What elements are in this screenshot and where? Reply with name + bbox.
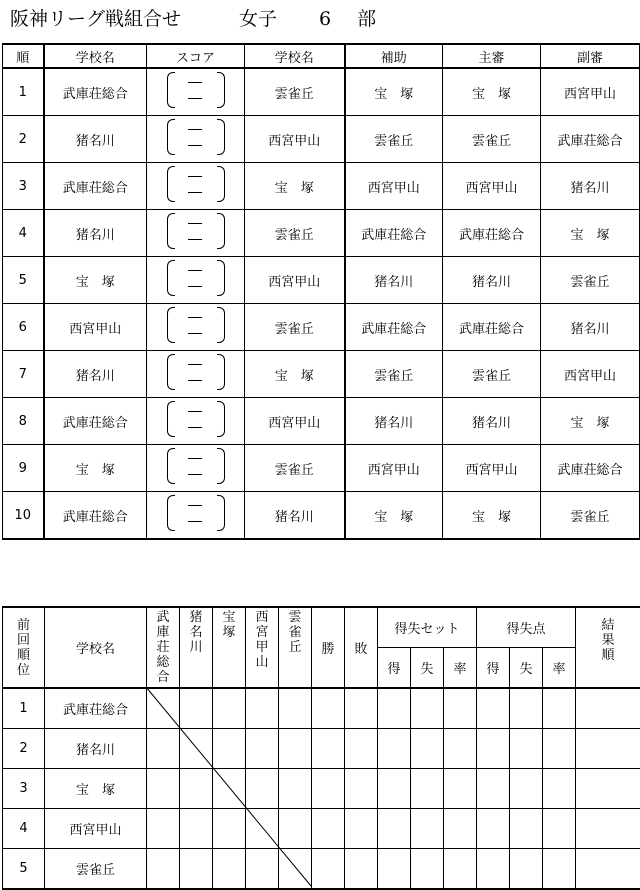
result-cell[interactable] (279, 729, 312, 769)
team-b: 雲雀丘 (245, 304, 345, 351)
team-a: 武庫荘総合 (44, 492, 147, 540)
referee: 西宮甲山 (443, 163, 541, 210)
sub-point-rate: 率 (543, 648, 576, 689)
result-order-cell[interactable] (576, 809, 640, 849)
assist: 西宮甲山 (345, 445, 443, 492)
header-losses: 敗 (345, 607, 378, 688)
school-name: 雲雀丘 (45, 849, 147, 890)
stat-cell[interactable] (444, 688, 477, 729)
score-cell[interactable] (147, 398, 245, 445)
stat-cell[interactable] (378, 769, 411, 809)
standings-row (3, 729, 640, 769)
schedule-row (3, 398, 640, 445)
sub-referee: 雲雀丘 (541, 492, 640, 540)
stat-cell[interactable] (444, 809, 477, 849)
header-sub-referee: 副審 (541, 44, 640, 68)
assist: 西宮甲山 (345, 163, 443, 210)
sub-referee: 武庫荘総合 (541, 445, 640, 492)
result-order-cell[interactable] (576, 688, 640, 729)
assist: 宝 塚 (345, 492, 443, 540)
header-opponent-3: 宝塚 (213, 607, 246, 688)
stat-cell[interactable] (543, 729, 576, 769)
stat-cell[interactable] (477, 849, 510, 890)
sub-referee: 武庫荘総合 (541, 116, 640, 163)
result-cell[interactable] (213, 688, 246, 729)
stat-cell[interactable] (444, 769, 477, 809)
match-order: 6 (3, 304, 44, 351)
result-cell[interactable] (147, 769, 180, 809)
stat-cell[interactable] (312, 729, 345, 769)
sub-point-loss: 失 (510, 648, 543, 689)
team-b: 宝 塚 (245, 351, 345, 398)
header-previous-rank: 前回順位 (3, 607, 45, 688)
result-cell[interactable] (180, 688, 213, 729)
result-cell[interactable] (213, 729, 246, 769)
title-category: 女子 (239, 4, 277, 31)
referee: 猪名川 (443, 398, 541, 445)
result-cell[interactable] (213, 809, 246, 849)
match-order: 10 (3, 492, 44, 540)
result-order-cell[interactable] (576, 769, 640, 809)
stat-cell[interactable] (411, 729, 444, 769)
referee: 西宮甲山 (443, 445, 541, 492)
header-result-order: 結果順 (576, 607, 640, 688)
assist: 雲雀丘 (345, 351, 443, 398)
referee: 宝 塚 (443, 492, 541, 540)
match-order: 3 (3, 163, 44, 210)
standings-table (2, 606, 640, 890)
team-a: 武庫荘総合 (44, 398, 147, 445)
result-cell[interactable] (180, 769, 213, 809)
stat-cell[interactable] (378, 809, 411, 849)
result-cell[interactable] (279, 688, 312, 729)
result-cell[interactable] (180, 729, 213, 769)
team-a: 宝 塚 (44, 445, 147, 492)
sub-referee: 猪名川 (541, 163, 640, 210)
result-cell[interactable] (279, 769, 312, 809)
stat-cell[interactable] (378, 688, 411, 729)
team-a: 宝 塚 (44, 257, 147, 304)
stat-cell[interactable] (345, 809, 378, 849)
previous-rank: 5 (3, 849, 45, 890)
schedule-header-row (3, 44, 640, 68)
score-cell[interactable] (147, 210, 245, 257)
result-cell[interactable] (246, 729, 279, 769)
stat-cell[interactable] (411, 688, 444, 729)
stat-cell[interactable] (345, 769, 378, 809)
team-a: 武庫荘総合 (44, 68, 147, 116)
previous-rank: 1 (3, 688, 45, 729)
standings-row (3, 688, 640, 729)
school-name: 西宮甲山 (45, 809, 147, 849)
result-cell[interactable] (246, 849, 279, 890)
match-order: 8 (3, 398, 44, 445)
team-b: 宝 塚 (245, 163, 345, 210)
result-cell[interactable] (180, 809, 213, 849)
header-wins: 勝 (312, 607, 345, 688)
assist: 武庫荘総合 (345, 304, 443, 351)
result-order-cell[interactable] (576, 849, 640, 890)
sub-set-gain: 得 (378, 648, 411, 689)
header-school: 学校名 (45, 607, 147, 688)
header-school-a: 学校名 (44, 44, 147, 68)
result-cell[interactable] (279, 849, 312, 890)
stat-cell[interactable] (312, 688, 345, 729)
score-cell[interactable] (147, 163, 245, 210)
score-cell[interactable] (147, 304, 245, 351)
result-order-cell[interactable] (576, 729, 640, 769)
stat-cell[interactable] (444, 729, 477, 769)
assist: 猪名川 (345, 257, 443, 304)
sub-referee: 西宮甲山 (541, 68, 640, 116)
sub-set-rate: 率 (444, 648, 477, 689)
team-b: 雲雀丘 (245, 68, 345, 116)
school-name: 宝 塚 (45, 769, 147, 809)
stat-cell[interactable] (345, 849, 378, 890)
score-cell[interactable] (147, 351, 245, 398)
header-point-diff: 得失点 (477, 607, 576, 648)
result-cell[interactable] (147, 809, 180, 849)
stat-cell[interactable] (543, 849, 576, 890)
stat-cell[interactable] (510, 688, 543, 729)
stat-cell[interactable] (510, 849, 543, 890)
school-name: 猪名川 (45, 729, 147, 769)
result-cell[interactable] (213, 849, 246, 890)
stat-cell[interactable] (543, 688, 576, 729)
stat-cell[interactable] (312, 769, 345, 809)
previous-rank: 3 (3, 769, 45, 809)
assist: 猪名川 (345, 398, 443, 445)
team-a: 猪名川 (44, 116, 147, 163)
result-cell[interactable] (147, 729, 180, 769)
stat-cell[interactable] (378, 729, 411, 769)
standings-row (3, 849, 640, 890)
stat-cell[interactable] (345, 688, 378, 729)
title-main: 阪神リーグ戦組合せ (10, 4, 181, 31)
standings-header-row (3, 607, 640, 648)
header-assist: 補助 (345, 44, 443, 68)
previous-rank: 2 (3, 729, 45, 769)
result-cell[interactable] (213, 769, 246, 809)
score-cell[interactable] (147, 68, 245, 116)
stat-cell[interactable] (510, 769, 543, 809)
schedule-row (3, 351, 640, 398)
referee: 猪名川 (443, 257, 541, 304)
standings-row (3, 769, 640, 809)
schedule-row (3, 445, 640, 492)
stat-cell[interactable] (543, 769, 576, 809)
score-cell[interactable] (147, 445, 245, 492)
stat-cell[interactable] (312, 809, 345, 849)
stat-cell[interactable] (510, 729, 543, 769)
team-a: 猪名川 (44, 351, 147, 398)
team-a: 武庫荘総合 (44, 163, 147, 210)
stat-cell[interactable] (345, 729, 378, 769)
result-cell[interactable] (246, 688, 279, 729)
page-title (10, 4, 376, 34)
sub-referee: 西宮甲山 (541, 351, 640, 398)
team-b: 西宮甲山 (245, 116, 345, 163)
schedule-row (3, 116, 640, 163)
sub-referee: 宝 塚 (541, 210, 640, 257)
score-cell[interactable] (147, 492, 245, 540)
referee: 雲雀丘 (443, 116, 541, 163)
score-cell[interactable] (147, 116, 245, 163)
header-score: スコア (147, 44, 245, 68)
stat-cell[interactable] (477, 729, 510, 769)
header-set-diff: 得失セット (378, 607, 477, 648)
sub-set-loss: 失 (411, 648, 444, 689)
stat-cell[interactable] (411, 849, 444, 890)
stat-cell[interactable] (378, 849, 411, 890)
stat-cell[interactable] (477, 809, 510, 849)
schedule-row (3, 210, 640, 257)
stat-cell[interactable] (477, 688, 510, 729)
referee: 武庫荘総合 (443, 210, 541, 257)
previous-rank: 4 (3, 809, 45, 849)
sub-point-gain: 得 (477, 648, 510, 689)
schedule-row (3, 257, 640, 304)
schedule-row (3, 492, 640, 540)
team-b: 雲雀丘 (245, 210, 345, 257)
sub-referee: 宝 塚 (541, 398, 640, 445)
result-cell[interactable] (180, 849, 213, 890)
referee: 武庫荘総合 (443, 304, 541, 351)
stat-cell[interactable] (444, 849, 477, 890)
assist: 雲雀丘 (345, 116, 443, 163)
stat-cell[interactable] (543, 809, 576, 849)
header-opponent-1: 武庫荘総合 (147, 607, 180, 688)
stat-cell[interactable] (510, 809, 543, 849)
sub-referee: 猪名川 (541, 304, 640, 351)
referee: 雲雀丘 (443, 351, 541, 398)
title-division-suffix: 部 (357, 4, 376, 31)
title-division-number: 6 (319, 8, 331, 30)
header-order: 順 (3, 44, 44, 68)
match-schedule-table (2, 43, 640, 540)
stat-cell[interactable] (411, 769, 444, 809)
result-cell[interactable] (147, 688, 180, 729)
match-order: 9 (3, 445, 44, 492)
header-opponent-4: 西宮甲山 (246, 607, 279, 688)
team-b: 雲雀丘 (245, 445, 345, 492)
team-b: 猪名川 (245, 492, 345, 540)
header-opponent-2: 猪名川 (180, 607, 213, 688)
match-order: 2 (3, 116, 44, 163)
referee: 宝 塚 (443, 68, 541, 116)
match-order: 7 (3, 351, 44, 398)
result-cell[interactable] (246, 769, 279, 809)
score-cell[interactable] (147, 257, 245, 304)
team-b: 西宮甲山 (245, 398, 345, 445)
result-cell[interactable] (147, 849, 180, 890)
header-school-b: 学校名 (245, 44, 345, 68)
match-order: 4 (3, 210, 44, 257)
stat-cell[interactable] (312, 849, 345, 890)
sub-referee: 雲雀丘 (541, 257, 640, 304)
header-opponent-5: 雲雀丘 (279, 607, 312, 688)
team-a: 猪名川 (44, 210, 147, 257)
team-a: 西宮甲山 (44, 304, 147, 351)
schedule-row (3, 163, 640, 210)
match-order: 1 (3, 68, 44, 116)
stat-cell[interactable] (411, 809, 444, 849)
result-cell[interactable] (279, 809, 312, 849)
assist: 宝 塚 (345, 68, 443, 116)
standings-row (3, 809, 640, 849)
stat-cell[interactable] (477, 769, 510, 809)
assist: 武庫荘総合 (345, 210, 443, 257)
header-referee: 主審 (443, 44, 541, 68)
school-name: 武庫荘総合 (45, 688, 147, 729)
result-cell[interactable] (246, 809, 279, 849)
schedule-row (3, 304, 640, 351)
schedule-row (3, 68, 640, 116)
team-b: 西宮甲山 (245, 257, 345, 304)
match-order: 5 (3, 257, 44, 304)
